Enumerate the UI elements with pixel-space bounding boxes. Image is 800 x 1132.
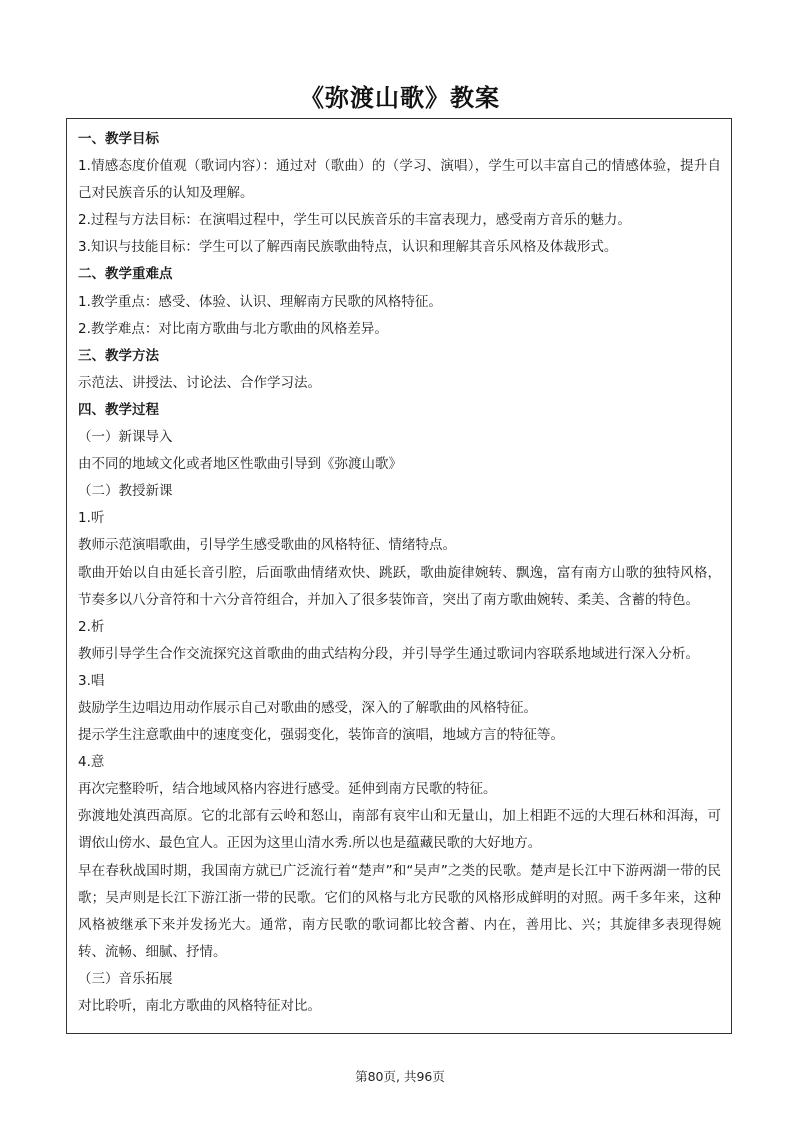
section-heading: 三、教学方法 xyxy=(78,347,159,364)
text-line: 2.过程与方法目标：在演唱过程中，学生可以民族音乐的丰富表现力，感受南方音乐的魅力。 xyxy=(78,212,631,229)
text-line: 对比聆听，南北方歌曲的风格特征对比。 xyxy=(78,998,321,1014)
lesson-plan-content xyxy=(66,118,732,1034)
text-line: 由不同的地域文化或者地区性歌曲引导到《弥渡山歌》 xyxy=(78,456,402,473)
document-title: 《弥渡山歌》教案 xyxy=(300,84,500,112)
section-heading: 二、教学重难点 xyxy=(78,266,173,283)
text-line: 教师示范演唱歌曲，引导学生感受歌曲的风格特征、情绪特点。 xyxy=(78,537,456,554)
text-line: 4.意 xyxy=(78,754,105,771)
text-line: （二）教授新课 xyxy=(78,483,173,500)
text-line: 3.知识与技能目标：学生可以了解西南民族歌曲特点，认识和理解其音乐风格及体裁形式。 xyxy=(78,239,618,256)
text-line: 1.听 xyxy=(78,510,105,527)
text-line: 教师引导学生合作交流探究这首歌曲的曲式结构分段，并引导学生通过歌词内容联系地域进行深入分析。 xyxy=(78,645,699,662)
text-line: 3.唱 xyxy=(78,672,105,689)
text-line: （一）新课导入 xyxy=(78,429,173,446)
text-line: 再次完整聆听，结合地域风格内容进行感受。延伸到南方民歌的特征。 xyxy=(78,781,497,798)
text-line: 示范法、讲授法、讨论法、合作学习法。 xyxy=(78,374,321,391)
section-heading: 四、教学过程 xyxy=(78,401,159,418)
text-line: 弥渡地处滇西高原。它的北部有云岭和怒山，南部有哀牢山和无量山，加上相距不远的大理石林和洱海，可谓依山傍水、最色宜人。正因为这里山清水秀.所以也是蕴藏民歌的大好地方。 xyxy=(78,808,721,852)
text-line: 早在春秋战国时期，我国南方就已广泛流行着“楚声”和“吴声”之类的民歌。楚声是长江中下游两湖一带的民歌；吴声则是长江下游江浙一带的民歌。它们的风格与北方民歌的风格形成鲜明的对照。两千多年来，这种风格被继承下来并发扬光大。通常，南方民歌的歌词都比较含蓄、内在，善用比、兴；其旋律多表现得婉转、流畅、细腻、抒情。 xyxy=(78,862,721,960)
section-heading: 一、教学目标 xyxy=(78,131,159,147)
text-line: 2.教学难点：对比南方歌曲与北方歌曲的风格差异。 xyxy=(78,320,388,337)
text-line: 歌曲开始以自由延长音引腔，后面歌曲情绪欢快、跳跃，歌曲旋律婉转、飘逸，富有南方山歌的独特风格，节奏多以八分音符和十六分音符组合，并加入了很多装饰音，突出了南方歌曲婉转、柔美、含蓄的特色。 xyxy=(78,564,721,608)
text-line: 2.析 xyxy=(78,618,105,635)
text-line: （三）音乐拓展 xyxy=(78,970,173,987)
text-line: 1.教学重点：感受、体验、认识、理解南方民歌的风格特征。 xyxy=(78,293,442,310)
text-line: 提示学生注意歌曲中的速度变化，强弱变化，装饰音的演唱，地域方言的特征等。 xyxy=(78,727,564,744)
text-line: 1.情感态度价值观（歌词内容）：通过对（歌曲）的（学习、演唱），学生可以丰富自己的情感体验，提升自己对民族音乐的认知及理解。 xyxy=(78,158,721,202)
text-line: 鼓励学生边唱边用动作展示自己对歌曲的感受，深入的了解歌曲的风格特征。 xyxy=(78,699,537,716)
page-indicator: 第80页, 共96页 xyxy=(355,1069,445,1084)
